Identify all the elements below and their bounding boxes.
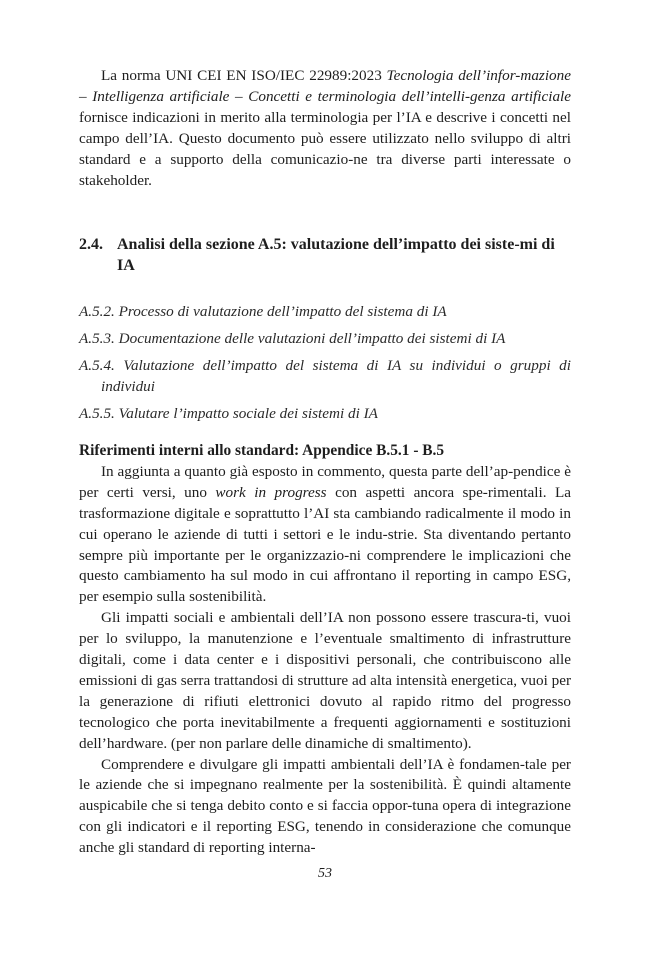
intro-lead: La norma UNI CEI EN ISO/IEC 22989:2023 bbox=[101, 67, 387, 84]
paragraph-1-after: con aspetti ancora spe-rimentali. La trasformazione digitale e soprattutto l’AI sta cambiando radicalmente il modo in cui operano le aziende di tutti i settori e le indu-strie. Sta diventando pertanto sempre più importante per le organizzazio-ni comprendere le implicazioni che questo cambiamento ha sul modo in cui affrontano il reporting in campo ESG, per esempio sulla sostenibilità. bbox=[79, 483, 571, 606]
paragraph-1-italic: work in progress bbox=[215, 483, 327, 501]
section-heading bbox=[79, 234, 571, 276]
page-number: 53 bbox=[318, 866, 332, 881]
references-heading: Riferimenti interni allo standard: Appendice B.5.1 - B.5 bbox=[79, 441, 445, 459]
subsection-item: A.5.5. Valutare l’impatto sociale dei sistemi di IA bbox=[79, 405, 378, 423]
intro-rest: fornisce indicazioni in merito alla terminologia per l’IA e descrive i concetti nel campo dell’IA. Questo documento può essere utilizzato nello sviluppo di altri standard e a supporto della comunicazio-ne tra diverse parti interessate o stakeholder. bbox=[79, 108, 571, 189]
intro-paragraph bbox=[79, 66, 571, 191]
body-paragraph-2: Gli impatti sociali e ambientali dell’IA non possono essere trascura-ti, vuoi per lo sviluppo, la manutenzione e l’eventuale smaltimento di infrastrutture digitali, come i data center e i dispositivi personali, che contribuiscono alle emissioni di gas serra trattandosi di strutture ad alta intensità energetica, vuoi per la generazione di rifiuti elettronici dovuto al rapido ritmo del progresso tecnologico che porta inevitabilmente a frequenti aggiornamenti e sostituzioni dell’hardware. (per non parlare delle dinamiche di smaltimento). bbox=[79, 609, 571, 752]
subsection-item: A.5.3. Documentazione delle valutazioni dell’impatto dei sistemi di IA bbox=[79, 330, 506, 348]
subsection-item: A.5.2. Processo di valutazione dell’impatto del sistema di IA bbox=[79, 303, 447, 321]
section-title: Analisi della sezione A.5: valutazione dell’impatto dei siste-mi di IA bbox=[117, 236, 555, 275]
subsection-list bbox=[79, 302, 571, 425]
subsection-item: A.5.4. Valutazione dell’impatto del sistema di IA su individui o gruppi di individui bbox=[79, 357, 571, 396]
page-body bbox=[79, 66, 571, 859]
paragraph-1-before: In aggiunta a quanto già esposto in commento, questa parte dell’ap-pendice è per certi versi, uno bbox=[79, 462, 571, 501]
standard-title: Tecnologia dell’infor-mazione – Intelligenza artificiale – Concetti e terminologia dell’intelli-genza artificiale bbox=[79, 67, 571, 105]
body-paragraph-3: Comprendere e divulgare gli impatti ambientali dell’IA è fondamen-tale per le aziende che si impegnano realmente per la sostenibilità. È quindi altamente auspicabile che si tenga debito conto e si faccia oppor-tuna opera di integrazione con gli indicatori e il reporting ESG, tenendo in considerazione che comunque anche gli standard di reporting interna- bbox=[79, 755, 571, 857]
body-paragraph-1 bbox=[79, 462, 571, 608]
section-number: 2.4. bbox=[79, 236, 103, 254]
